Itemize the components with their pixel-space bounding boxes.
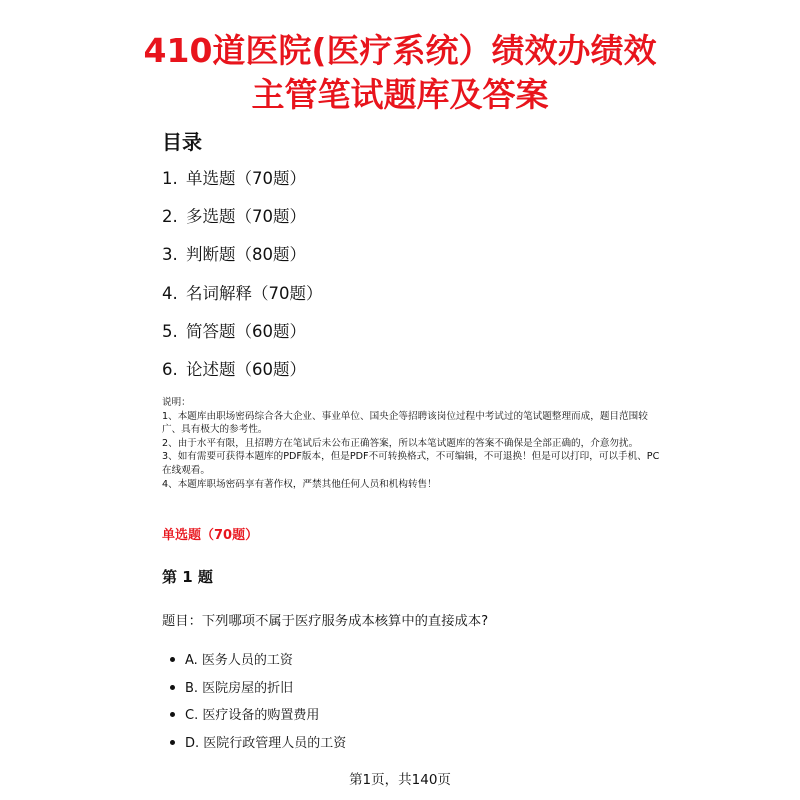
bullet-icon [170,657,175,662]
toc-item [162,358,323,396]
note-item: 3、如有需要可获得本题库的PDF版本，但是PDF不可转换格式，不可编辑，不可退换！但是可以打印，可以手机、PC在线观看。 [162,451,660,476]
note-item: 4、本题库职场密码享有著作权，严禁其他任何人员和机构转售！ [162,478,437,490]
bullet-icon [170,712,175,717]
toc-item-number: 5. [162,321,178,341]
notes-heading: 说明： [162,397,191,408]
toc-item-label: 判断题（80题） [186,245,306,265]
answer-option [170,706,346,734]
toc-item-label: 名词解释（70题） [186,283,323,303]
document-title-line1: 410道医院(医疗系统）绩效办绩效 [143,31,657,70]
table-of-contents [162,167,323,396]
answer-option-label: C. 医疗设备的购置费用 [185,708,320,724]
toc-item-label: 单选题（70题） [186,169,306,188]
toc-item-number: 1. [162,169,178,188]
answer-option-label: D. 医院行政管理人员的工资 [185,735,347,751]
question-title: 第 1 题 [162,568,213,586]
answer-option [170,651,346,679]
toc-item-label: 简答题（60题） [186,321,306,341]
toc-item-label: 论述题（60题） [186,359,306,379]
question-text: 题目：下列哪项不属于医疗服务成本核算中的直接成本? [162,614,489,629]
answer-option-label: B. 医院房屋的折旧 [185,680,294,696]
toc-item-label: 多选题（70题） [186,207,306,227]
note-item: 2、由于水平有限，且招聘方在笔试后未公布正确答案，所以本笔试题库的答案不确保是全部正确的，介意勿扰。 [162,437,639,449]
bullet-icon [170,740,175,745]
toc-item [162,205,323,243]
answer-option-label: A. 医务人员的工资 [185,653,293,668]
toc-item [162,320,323,358]
toc-heading: 目录 [162,130,202,154]
toc-item [162,167,323,205]
bullet-icon [170,685,175,690]
toc-item-number: 4. [162,283,178,303]
toc-item-number: 3. [162,245,178,265]
answer-option [170,734,346,762]
toc-item [162,282,323,320]
answer-options [170,651,346,761]
toc-item-number: 2. [162,207,178,227]
notes-block [162,396,662,491]
section-title: 单选题（70题） [162,528,259,543]
note-item: 1、本题库由职场密码综合各大企业、事业单位、国央企等招聘该岗位过程中考试过的笔试题整理而成，题目范围较广、具有极大的参考性。 [162,410,648,436]
document-title-line2: 主管笔试题库及答案 [251,75,549,114]
toc-item [162,243,323,281]
page-footer: 第1页，共140页 [349,772,451,788]
toc-item-number: 6. [162,359,178,379]
answer-option [170,679,346,707]
